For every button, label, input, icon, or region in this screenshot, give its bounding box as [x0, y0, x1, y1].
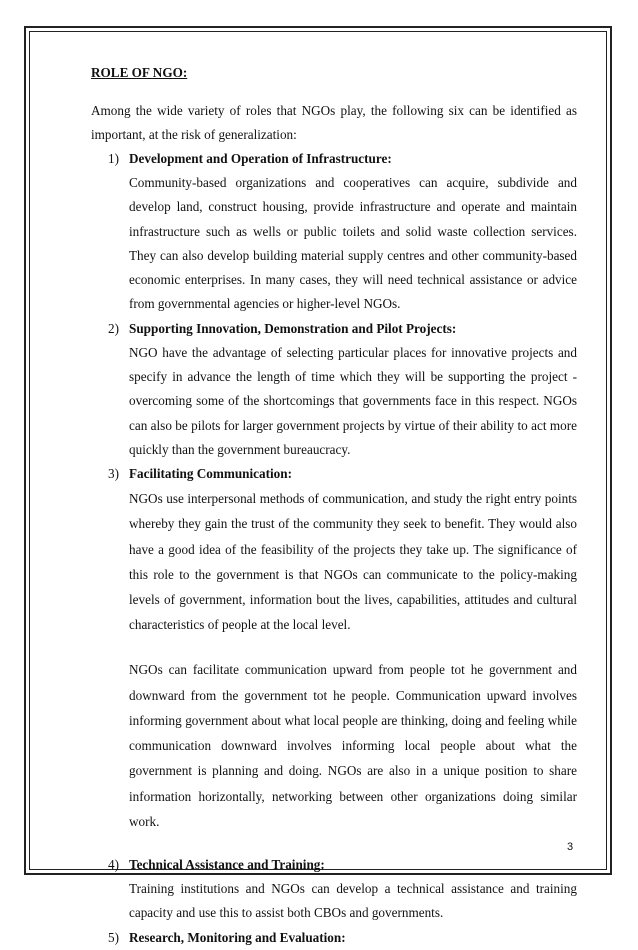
- paragraph-gap: [129, 637, 577, 657]
- document-page: [91, 62, 577, 950]
- list-number: 4): [108, 856, 119, 872]
- list-item-title: Facilitating Communication:: [129, 466, 293, 482]
- list-item-paragraph: Community-based organizations and cooperatives can acquire, subdivide and develop land, construct housing, provide infrastructure and operate and maintain infrastructure such as wells or public toilets and solid waste collection services. They can also develop building material supply centres and other community-based economic enterprises. In many cases, they will need technical assistance or advice from governmental agencies or higher-level NGOs.: [129, 175, 577, 312]
- page-number: 3: [567, 841, 574, 853]
- list-item-2: [91, 317, 577, 462]
- list-item-paragraph: Training institutions and NGOs can develop a technical assistance and training capacity and use this to assist both CBOs and governments.: [129, 880, 577, 921]
- list-number: 3): [108, 466, 119, 482]
- list-item-paragraph: NGOs can facilitate communication upward from people tot he government and downward from the government tot he people. Communication upward involves informing government about what local people are thinking, doing and feeling while communication downward involves informing local people about what the government is planning and doing. NGOs are also in a unique position to share information horizontally, networking between other organizations doing similar work.: [129, 662, 577, 829]
- list-item-title: Research, Monitoring and Evaluation:: [129, 929, 346, 945]
- list-number: 2): [108, 320, 119, 336]
- list-item-paragraph: NGOs use interpersonal methods of communication, and study the right entry points whereby they gain the trust of the community they seek to benefit. They would also have a good idea of the feasibility of the projects they take up. The significance of this role to the government is that NGOs can communicate to the policy-making levels of government, information bout the lives, capabilities, attitudes and cultural characteristics of people at the local level.: [129, 491, 577, 633]
- list-item-title: Development and Operation of Infrastructure:: [129, 151, 392, 166]
- list-item-title: Supporting Innovation, Demonstration and Pilot Projects:: [129, 320, 457, 336]
- section-heading: ROLE OF NGO:: [91, 65, 188, 80]
- list-item-title: Technical Assistance and Training:: [129, 856, 325, 872]
- list-item-paragraph: NGO have the advantage of selecting particular places for innovative projects and specify in advance the length of time which they will be supporting the project - overcoming some of the shortcomings that governments face in this respect. NGOs can also be pilots for larger government projects by virtue of their ability to act more quickly than the government bureaucracy.: [129, 344, 577, 457]
- list-item-5: [91, 926, 577, 950]
- list-number: 1): [108, 151, 119, 166]
- paragraph-gap: [129, 834, 577, 853]
- list-number: 5): [108, 929, 119, 945]
- list-item-3: [91, 462, 577, 853]
- intro-paragraph: Among the wide variety of roles that NGOs play, the following six can be identified as important, at the risk of generalization:: [91, 103, 577, 142]
- list-item-1: [91, 147, 577, 317]
- list-item-4: [91, 853, 577, 926]
